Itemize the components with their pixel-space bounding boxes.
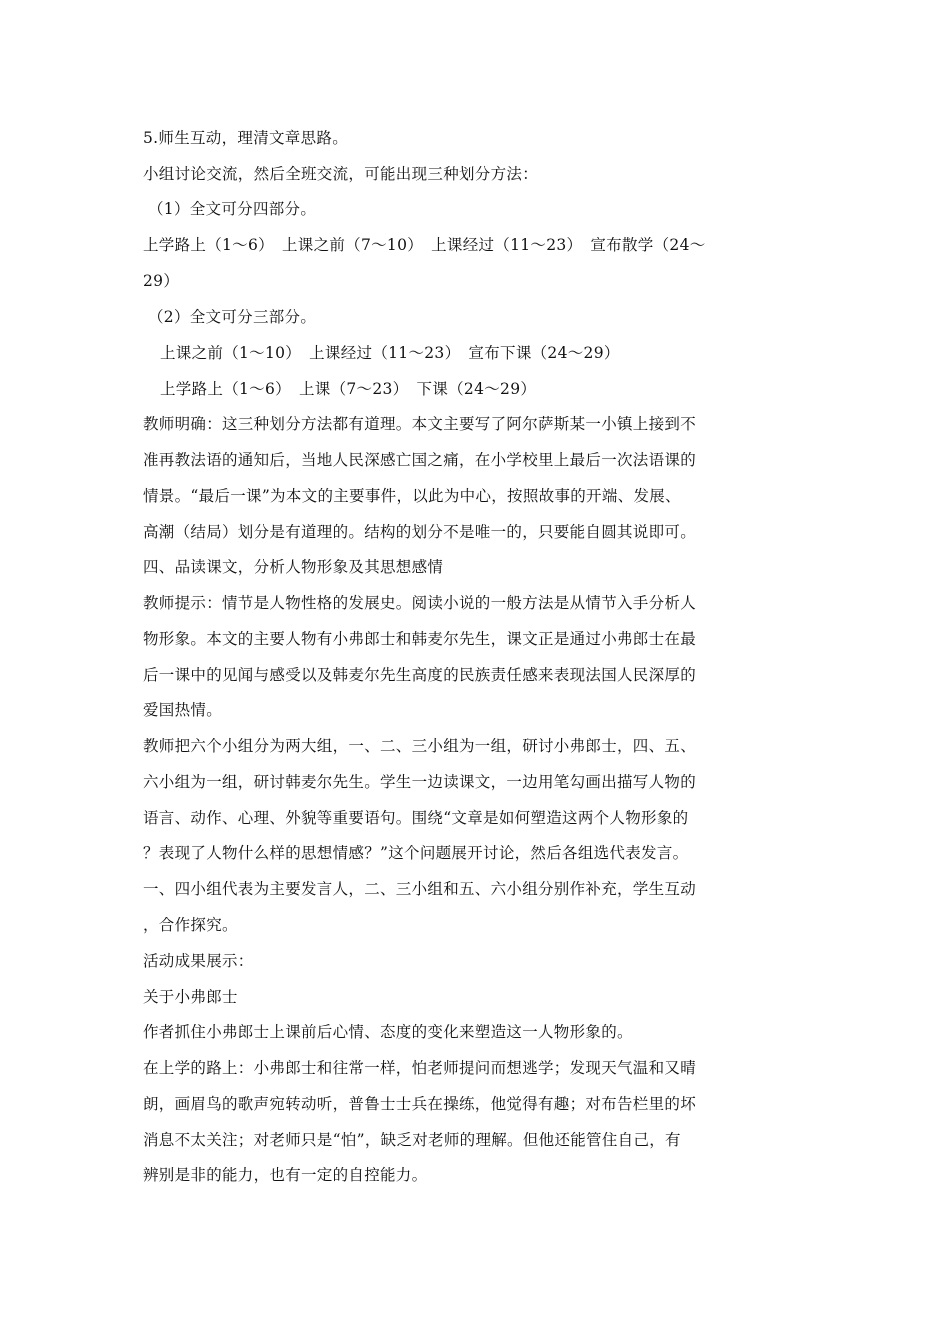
- text-line: 语言、动作、心理、外貌等重要语句。围绕“文章是如何塑造这两个人物形象的: [143, 809, 689, 827]
- text-line: 教师明确：这三种划分方法都有道理。本文主要写了阿尔萨斯某一小镇上接到不: [143, 415, 697, 433]
- text-line: 在上学的路上：小弗郎士和往常一样，怕老师提问而想逃学；发现天气温和又晴: [143, 1059, 697, 1077]
- text-line: 高潮（结局）划分是有道理的。结构的划分不是唯一的，只要能自圆其说即可。: [143, 523, 697, 541]
- text-line: 辨别是非的能力，也有一定的自控能力。: [143, 1166, 428, 1184]
- text-line: 消息不太关注；对老师只是“怕”，缺乏对老师的理解。但他还能管住自己，有: [143, 1131, 681, 1149]
- text-line: 物形象。本文的主要人物有小弗郎士和韩麦尔先生，课文正是通过小弗郎士在最: [143, 630, 697, 648]
- text-line: ，合作探究。: [143, 916, 238, 934]
- text-line: 5.师生互动，理清文章思路。: [143, 129, 348, 147]
- text-line: （1）全文可分四部分。: [148, 200, 317, 218]
- text-line: 爱国热情。: [143, 701, 223, 719]
- text-line: 一、四小组代表为主要发言人，二、三小组和五、六小组分别作补充，学生互动: [143, 880, 697, 898]
- text-line: 上学路上（1～6） 上课（7～23） 下课（24～29）: [160, 380, 537, 398]
- text-line: 朗，画眉鸟的歌声宛转动听，普鲁士士兵在操练，他觉得有趣；对布告栏里的坏: [143, 1095, 697, 1113]
- text-line: 情景。“最后一课”为本文的主要事件，以此为中心，按照故事的开端、发展、: [143, 487, 681, 505]
- text-line: 关于小弗郎士: [143, 988, 238, 1006]
- text-line: （2）全文可分三部分。: [148, 308, 317, 326]
- text-line: 上课之前（1～10） 上课经过（11～23） 宣布下课（24～29）: [160, 344, 620, 362]
- text-line: 作者抓住小弗郎士上课前后心情、态度的变化来塑造这一人物形象的。: [143, 1023, 633, 1041]
- text-line: 六小组为一组，研讨韩麦尔先生。学生一边读课文，一边用笔勾画出描写人物的: [143, 773, 697, 791]
- text-line: 准再教法语的通知后，当地人民深感亡国之痛，在小学校里上最后一次法语课的: [143, 451, 697, 469]
- section-heading: 四、品读课文，分析人物形象及其思想感情: [143, 558, 444, 576]
- text-line: 后一课中的见闻与感受以及韩麦尔先生高度的民族责任感来表现法国人民深厚的: [143, 666, 697, 684]
- text-line: 教师把六个小组分为两大组，一、二、三小组为一组，研讨小弗郎士，四、五、: [143, 737, 697, 755]
- text-line: 29）: [143, 272, 180, 290]
- text-line: 上学路上（1～6） 上课之前（7～10） 上课经过（11～23） 宣布散学（24～: [143, 236, 706, 254]
- text-line: 活动成果展示：: [143, 952, 254, 970]
- text-line: 小组讨论交流，然后全班交流，可能出现三种划分方法：: [143, 165, 539, 183]
- text-line: 教师提示：情节是人物性格的发展史。阅读小说的一般方法是从情节入手分析人: [143, 594, 697, 612]
- text-line: ？表现了人物什么样的思想情感？”这个问题展开讨论，然后各组选代表发言。: [143, 844, 689, 862]
